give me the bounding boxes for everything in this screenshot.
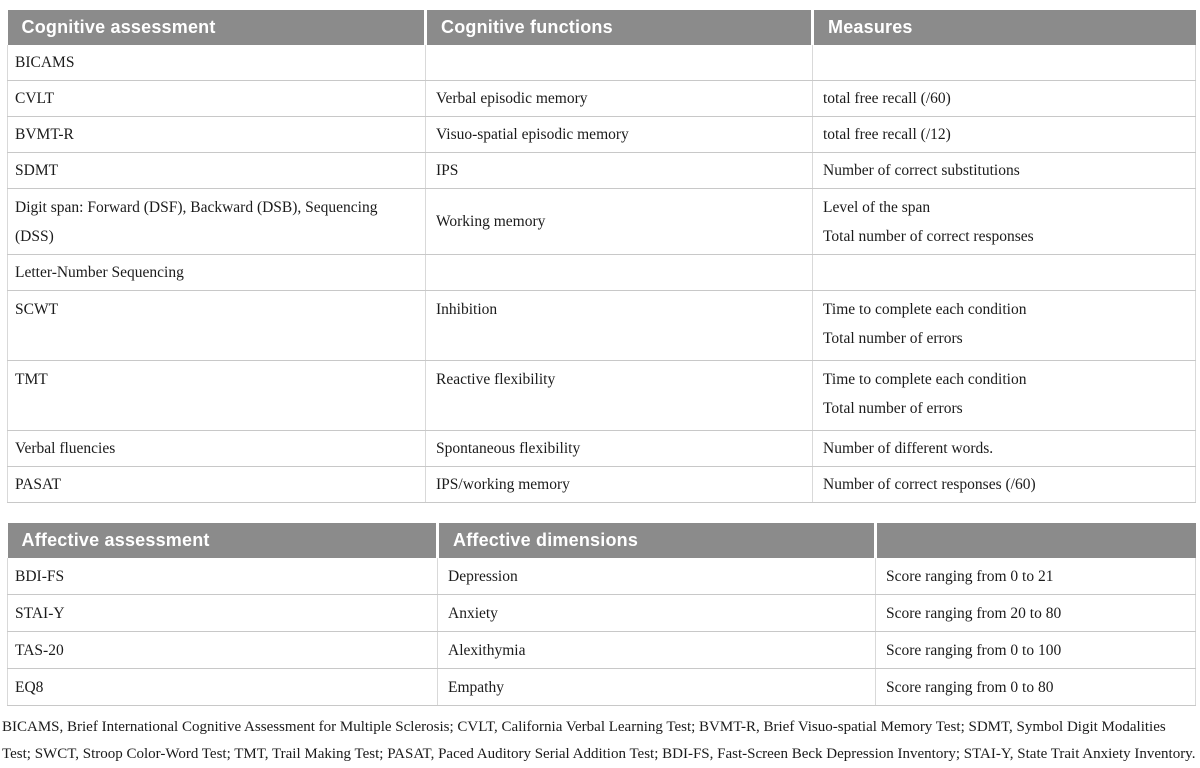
measures-cell (813, 189, 1196, 255)
table-row (8, 117, 1196, 153)
measures-cell (813, 361, 1196, 431)
function-cell: IPS/working memory (426, 467, 813, 503)
assessment-cell: BVMT-R (8, 117, 426, 153)
header-cognitive-functions: Cognitive functions (426, 10, 813, 45)
affective-header-row (8, 523, 1196, 558)
assessment-cell: SDMT (8, 153, 426, 189)
assessment-cell: TMT (8, 361, 426, 431)
header-cognitive-assessment: Cognitive assessment (8, 10, 426, 45)
measures-cell (813, 291, 1196, 361)
measure-line: Time to complete each condition (823, 371, 1027, 388)
table-row (8, 431, 1196, 467)
measure-line: Number of different words. (823, 440, 994, 457)
measure-cell: Score ranging from 20 to 80 (876, 595, 1196, 632)
assessment-cell: PASAT (8, 467, 426, 503)
measures-cell (813, 255, 1196, 291)
dimension-cell: Empathy (438, 669, 876, 706)
assessment-cell: Digit span: Forward (DSF), Backward (DSB), Sequencing (DSS) (8, 189, 426, 255)
header-affective-empty (876, 523, 1196, 558)
table-row (8, 632, 1196, 669)
function-cell: Visuo-spatial episodic memory (426, 117, 813, 153)
function-cell: Verbal episodic memory (426, 81, 813, 117)
measures-cell (813, 467, 1196, 503)
table-row (8, 291, 1196, 361)
cognitive-header-row (8, 10, 1196, 45)
measures-cell (813, 45, 1196, 81)
table-row (8, 558, 1196, 595)
measures-cell (813, 117, 1196, 153)
abbreviations-footnote: BICAMS, Brief International Cognitive Assessment for Multiple Sclerosis; CVLT, California Verbal Learning Test; BVMT-R, Brief Visuo-spatial Memory Test; SDMT, Symbol Digit Modalities Test; SWCT, Stroop Color-Word Test; TMT, Trail Making Test; PASAT, Paced Auditory Serial Addition Test; BDI-FS, Fast-Screen Beck Depression Inventory; STAI-Y, State Trait Anxiety Inventory. (2, 719, 1196, 762)
table-row (8, 45, 1196, 81)
table-row (8, 255, 1196, 291)
dimension-cell: Alexithymia (438, 632, 876, 669)
measure-line: Total number of correct responses (823, 227, 1034, 245)
function-cell: Spontaneous flexibility (426, 431, 813, 467)
measure-cell: Score ranging from 0 to 80 (876, 669, 1196, 706)
affective-assessment-table (7, 523, 1196, 706)
table-row (8, 189, 1196, 255)
header-affective-dimensions: Affective dimensions (438, 523, 876, 558)
assessment-cell: TAS-20 (8, 632, 438, 669)
function-cell: Inhibition (426, 291, 813, 361)
assessment-cell: STAI-Y (8, 595, 438, 632)
table-row (8, 669, 1196, 706)
measure-line: total free recall (/60) (823, 90, 951, 107)
assessment-cell: Verbal fluencies (8, 431, 426, 467)
function-cell (426, 255, 813, 291)
measure-cell: Score ranging from 0 to 21 (876, 558, 1196, 595)
dimension-cell: Depression (438, 558, 876, 595)
function-cell: Reactive flexibility (426, 361, 813, 431)
assessment-cell: Letter-Number Sequencing (8, 255, 426, 291)
assessment-cell: CVLT (8, 81, 426, 117)
measures-cell (813, 81, 1196, 117)
measure-line: Total number of errors (823, 330, 963, 347)
assessment-cell: BICAMS (8, 45, 426, 81)
table-row (8, 81, 1196, 117)
function-cell: IPS (426, 153, 813, 189)
measure-line: Number of correct responses (/60) (823, 476, 1036, 493)
measures-cell (813, 153, 1196, 189)
measures-cell (813, 431, 1196, 467)
measure-line: Number of correct substitutions (823, 162, 1020, 179)
dimension-cell: Anxiety (438, 595, 876, 632)
measure-line: total free recall (/12) (823, 126, 951, 143)
header-measures: Measures (813, 10, 1196, 45)
table-row (8, 361, 1196, 431)
header-affective-assessment: Affective assessment (8, 523, 438, 558)
measure-cell: Score ranging from 0 to 100 (876, 632, 1196, 669)
measure-line: Level of the span (823, 198, 931, 216)
measure-line: Total number of errors (823, 400, 963, 417)
assessment-cell: BDI-FS (8, 558, 438, 595)
function-cell (426, 45, 813, 81)
table-row (8, 153, 1196, 189)
measure-line: Time to complete each condition (823, 301, 1027, 318)
assessment-cell: EQ8 (8, 669, 438, 706)
cognitive-assessment-table (7, 10, 1196, 503)
assessment-cell: SCWT (8, 291, 426, 361)
table-row (8, 467, 1196, 503)
function-cell: Working memory (426, 189, 813, 255)
table-row (8, 595, 1196, 632)
